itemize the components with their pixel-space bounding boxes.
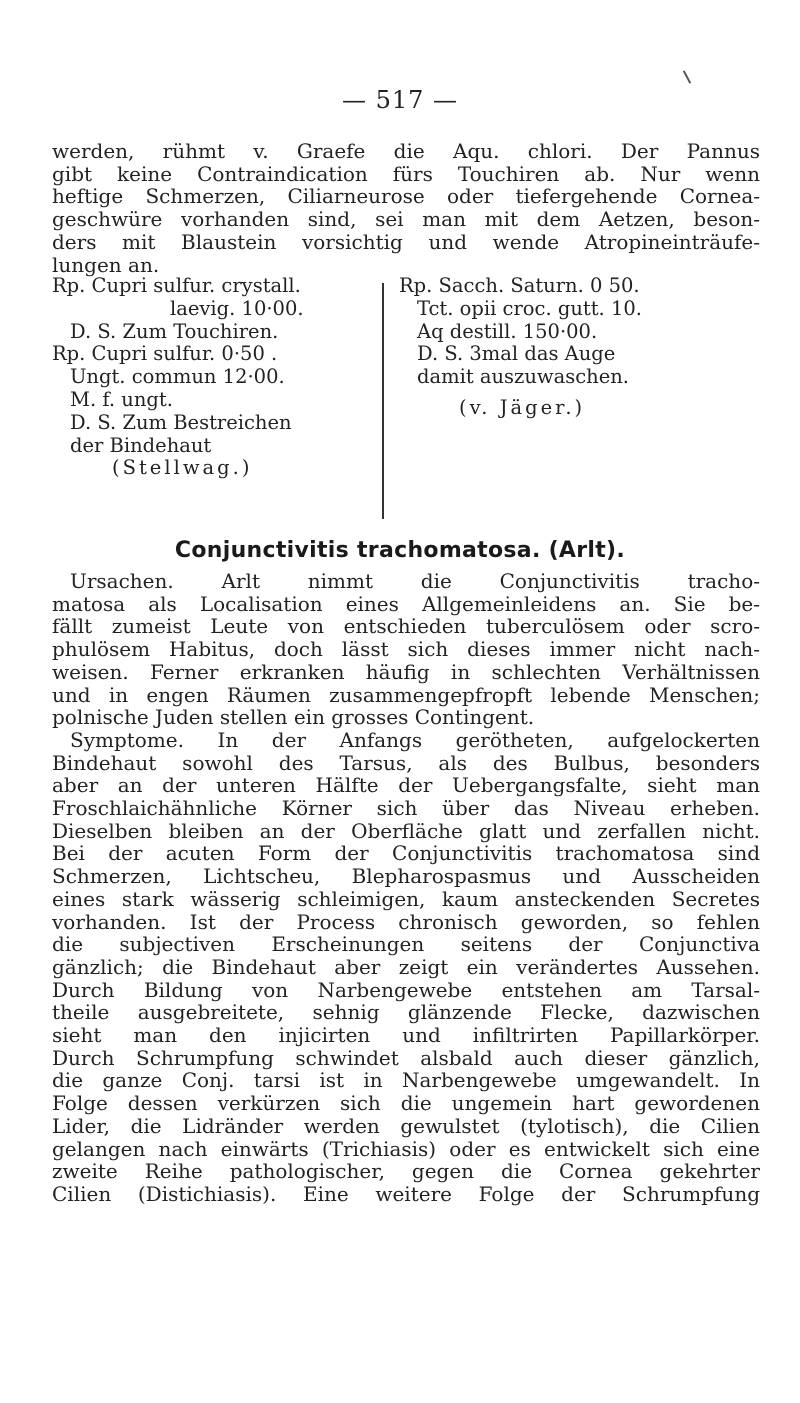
rx-attribution: (v. Jäger.) bbox=[459, 395, 586, 419]
text-line: gelangen nach einwärts (Trichiasis) oder es entwickelt sich eine bbox=[52, 1136, 760, 1161]
text-line: die ganze Conj. tarsi ist in Narbengewebe umgewandelt. In bbox=[52, 1068, 760, 1093]
rx-line: Ungt. commun 12·00. bbox=[70, 365, 285, 389]
rx-line: Rp. Sacch. Saturn. 0 50. bbox=[399, 274, 640, 297]
text-line: geschwüre vorhanden sind, sei man mit dem Aetzen, beson- bbox=[52, 207, 760, 232]
text-line: gibt keine Contraindication fürs Touchiren ab. Nur wenn bbox=[52, 161, 760, 186]
rx-line: D. S. Zum Touchiren. bbox=[70, 319, 279, 343]
text-line: zweite Reihe pathologischer, gegen die Cornea gekehrter bbox=[52, 1159, 760, 1184]
text-line: aber an der unteren Hälfte der Uebergangsfalte, sieht man bbox=[52, 773, 760, 798]
text-line: Durch Bildung von Narbengewebe entstehen am Tarsal- bbox=[52, 977, 760, 1002]
rx-line: Rp. Cupri sulfur. 0·50 . bbox=[52, 342, 278, 366]
text-line: fällt zumeist Leute von entschieden tuberculösem oder scro- bbox=[52, 614, 760, 639]
text-line: polnische Juden stellen ein grosses Contingent. bbox=[52, 705, 535, 730]
rx-line: damit auszuwaschen. bbox=[417, 365, 629, 389]
text-line: Froschlaichähnliche Körner sich über das Niveau erheben. bbox=[52, 796, 760, 821]
rx-attribution: (Stellwag.) bbox=[112, 456, 253, 480]
text-line: und in engen Räumen zusammengepfropft lebende Menschen; bbox=[52, 682, 760, 707]
section-heading: Conjunctivitis trachomatosa. (Arlt). bbox=[174, 538, 626, 563]
text-line: Durch Schrumpfung schwindet alsbald auch dieser gänzlich, bbox=[52, 1045, 760, 1070]
rx-line: Tct. opii croc. gutt. 10. bbox=[417, 296, 642, 320]
rx-line: laevig. 10·00. bbox=[170, 296, 304, 320]
text-line: sieht man den injicirten und infiltrirten Papillarkörper. bbox=[52, 1023, 760, 1048]
text-line: Cilien (Distichiasis). Eine weitere Folge der Schrumpfung bbox=[52, 1181, 760, 1206]
text-line: phulösem Habitus, doch lässt sich dieses immer nicht nach- bbox=[52, 637, 760, 662]
corner-mark bbox=[683, 70, 691, 83]
text-line: Bei der acuten Form der Conjunctivitis trachomatosa sind bbox=[52, 841, 760, 866]
prescription-left bbox=[52, 275, 382, 480]
rx-line: der Bindehaut bbox=[70, 433, 212, 457]
text-line: Schmerzen, Lichtscheu, Blepharospasmus und Ausscheiden bbox=[52, 864, 760, 889]
page-number: — 517 — bbox=[341, 86, 459, 114]
text-line: Ursachen. Arlt nimmt die Conjunctivitis tracho- bbox=[70, 569, 760, 593]
column-divider bbox=[382, 283, 384, 519]
text-line: Folge dessen verkürzen sich die ungemein hart gewordenen bbox=[52, 1091, 760, 1116]
text-line: Lider, die Lidränder werden gewulstet (tylotisch), die Cilien bbox=[52, 1113, 760, 1138]
text-line: die subjectiven Erscheinungen seitens der Conjunctiva bbox=[52, 932, 760, 957]
rx-line: Rp. Cupri sulfur. crystall. bbox=[52, 274, 301, 297]
text-line: Symptome. In der Anfangs gerötheten, aufgelockerten bbox=[70, 727, 760, 752]
text-line: matosa als Localisation eines Allgemeinleidens an. Sie be- bbox=[52, 591, 760, 616]
text-line: Dieselben bleiben an der Oberfläche glatt und zerfallen nicht. bbox=[52, 818, 760, 843]
intro-paragraph bbox=[52, 140, 760, 276]
text-line: Bindehaut sowohl des Tarsus, als des Bulbus, besonders bbox=[52, 750, 760, 775]
rx-line: D. S. 3mal das Auge bbox=[417, 342, 616, 366]
text-line: theile ausgebreitete, sehnig glänzende Flecke, dazwischen bbox=[52, 1000, 760, 1025]
text-line: lungen an. bbox=[52, 252, 160, 277]
text-line: weisen. Ferner erkranken häufig in schlechten Verhältnissen bbox=[52, 659, 760, 684]
body-text bbox=[52, 570, 760, 1206]
text-line: ders mit Blaustein vorsichtig und wende Atropineinträufe- bbox=[52, 229, 760, 254]
text-line: vorhanden. Ist der Process chronisch geworden, so fehlen bbox=[52, 909, 760, 934]
text-line: werden, rühmt v. Graefe die Aqu. chlori. Der Pannus bbox=[52, 139, 760, 163]
prescription-right bbox=[399, 275, 739, 420]
rx-line: M. f. ungt. bbox=[70, 387, 173, 411]
rx-line: Aq destill. 150·00. bbox=[417, 319, 598, 343]
rx-line: D. S. Zum Bestreichen bbox=[70, 410, 292, 434]
text-line: eines stark wässerig schleimigen, kaum ansteckenden Secretes bbox=[52, 886, 760, 911]
text-line: gänzlich; die Bindehaut aber zeigt ein verändertes Aussehen. bbox=[52, 954, 760, 979]
text-line: heftige Schmerzen, Ciliarneurose oder tiefergehende Cornea- bbox=[52, 184, 760, 209]
